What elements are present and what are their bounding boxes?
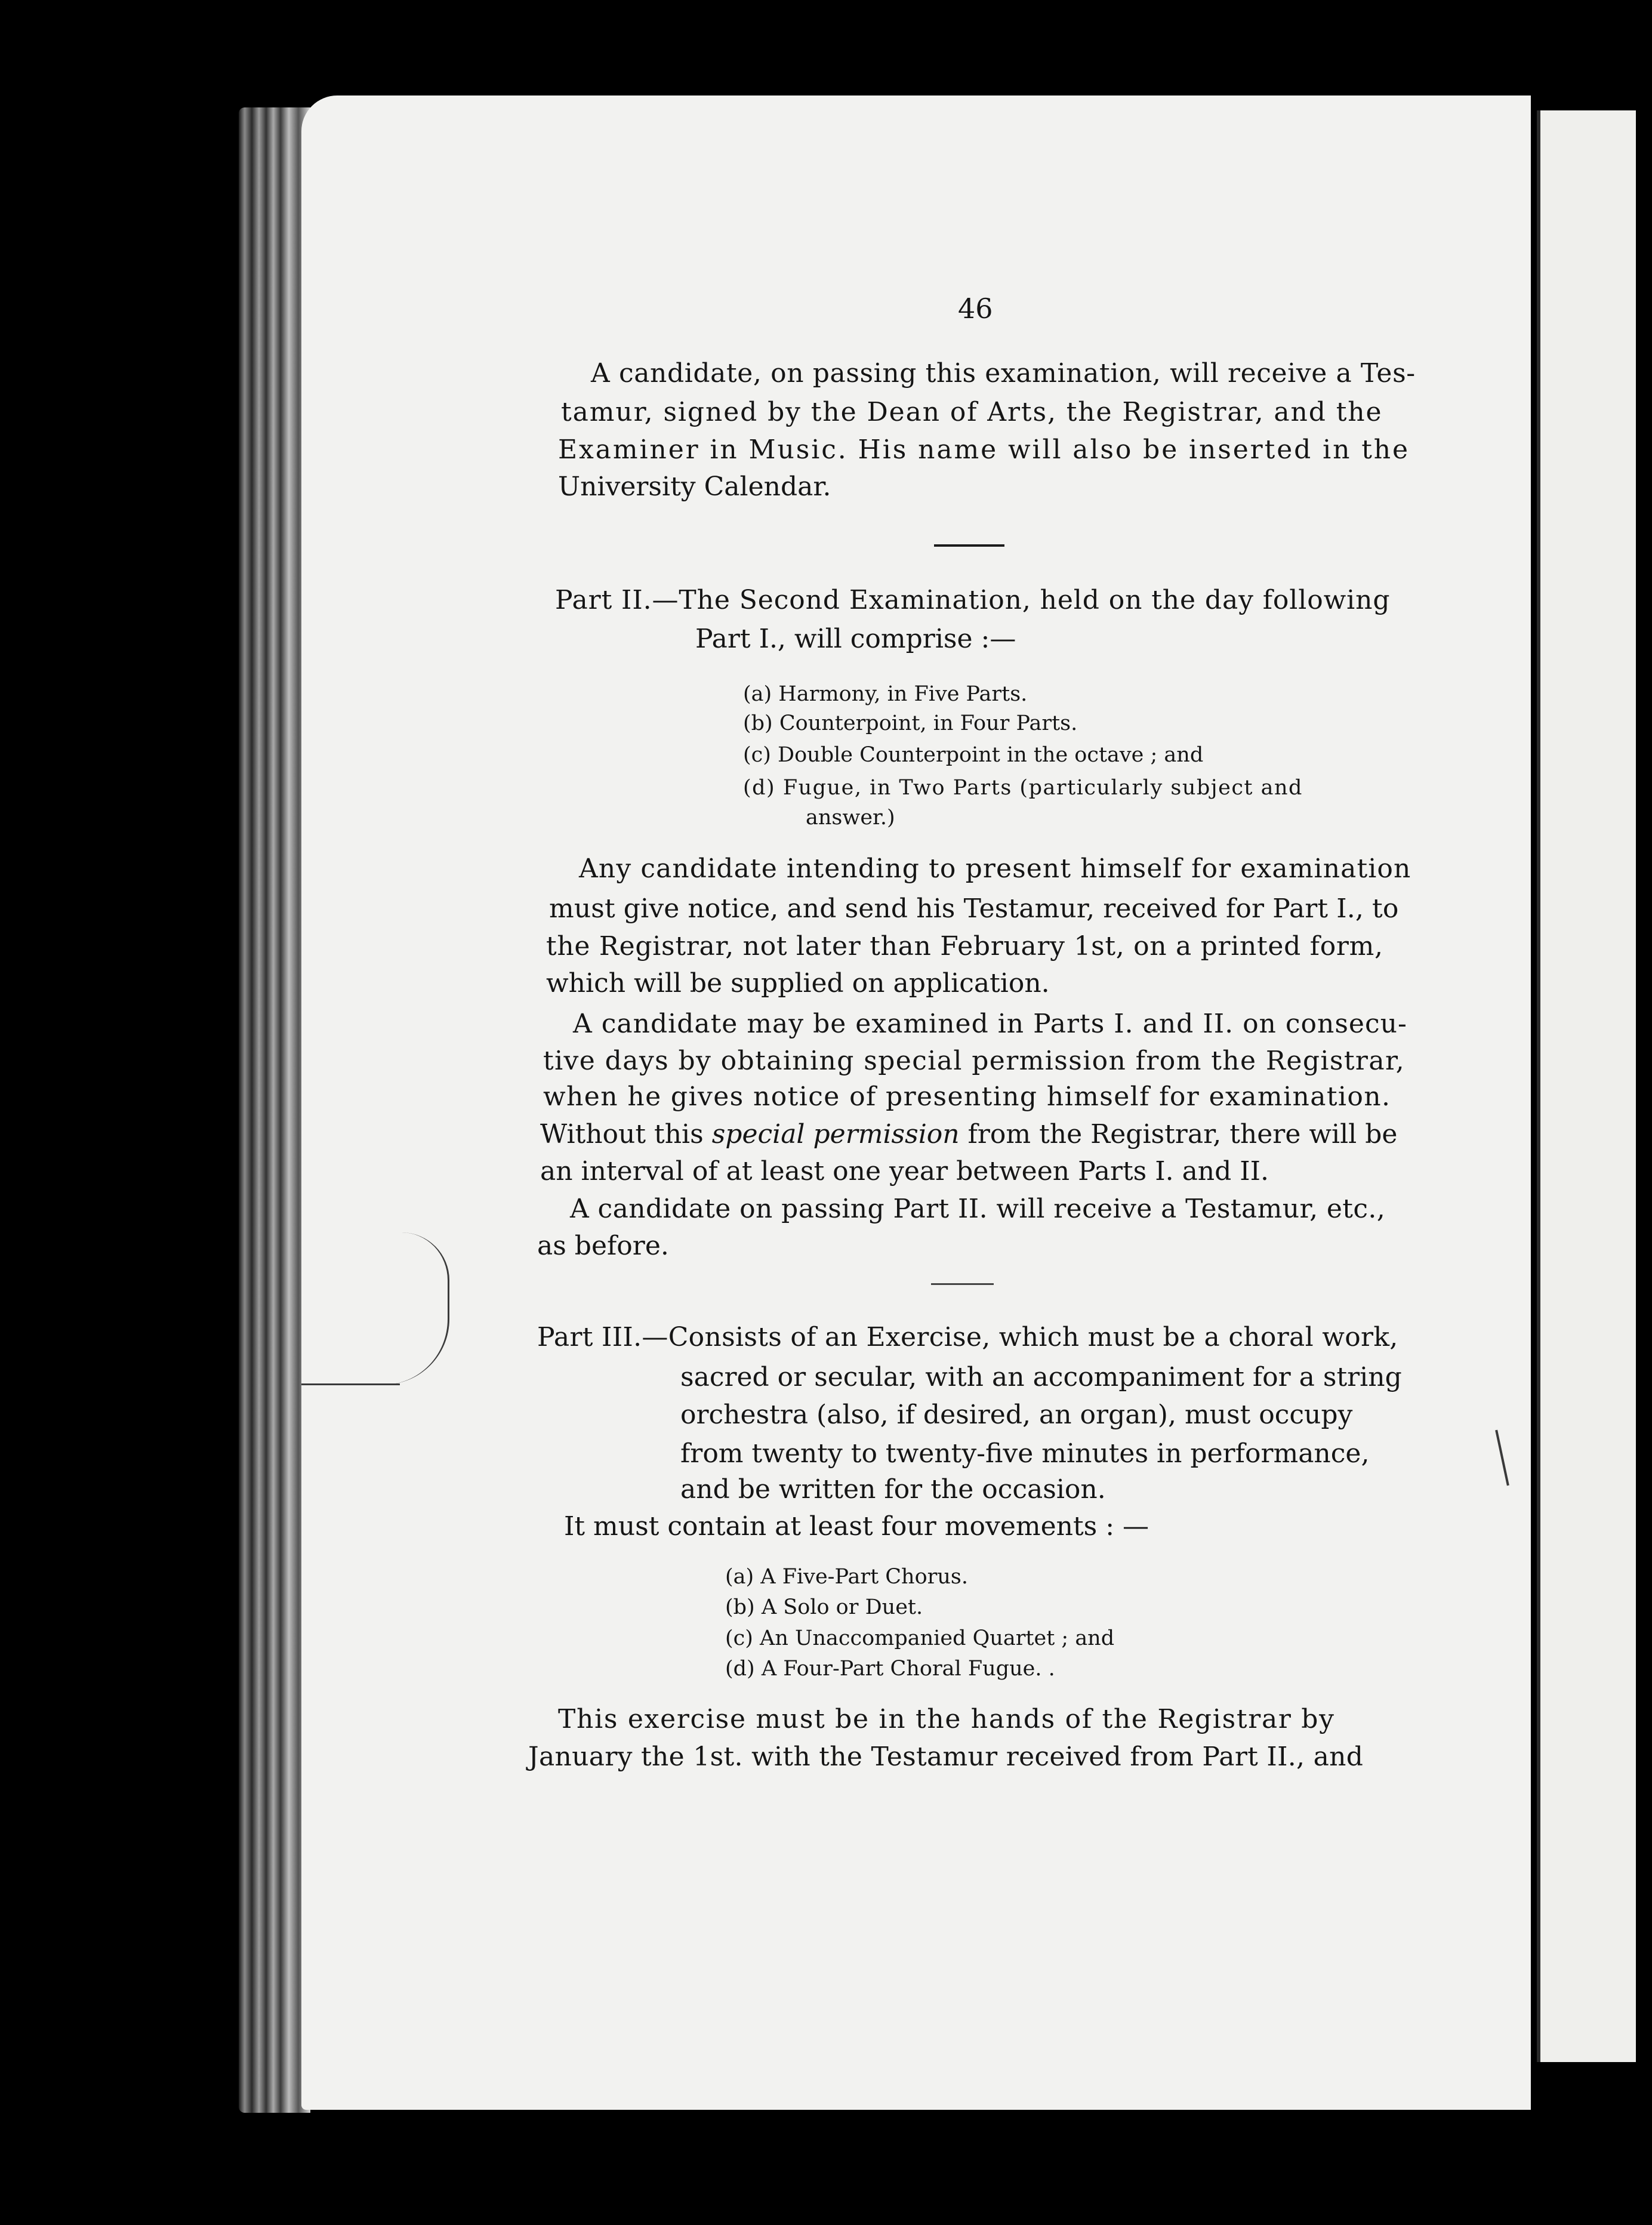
- page-number: 46: [958, 292, 993, 325]
- part2-list-item: (d) Fugue, in Two Parts (particularly subject and: [743, 776, 1303, 800]
- consecutive-line: [540, 1119, 1397, 1150]
- part3-heading-line: Part III.—Consists of an Exercise, which must be a choral work,: [537, 1322, 1398, 1352]
- pencil-stroke-mark: [301, 1383, 400, 1385]
- testamur-line: as before.: [537, 1231, 669, 1261]
- consecutive-line: tive days by obtaining special permission from the Registrar,: [543, 1046, 1405, 1076]
- consecutive-text: from the Registrar, there will be: [959, 1119, 1398, 1150]
- facing-page-edge: [1537, 110, 1636, 2062]
- part3-heading-line: from twenty to twenty-five minutes in performance,: [680, 1438, 1370, 1469]
- consecutive-line: A candidate may be examined in Parts I. and II. on consecu-: [573, 1009, 1407, 1039]
- consecutive-line: an interval of at least one year between Parts I. and II.: [540, 1156, 1269, 1187]
- section-divider: [934, 544, 1004, 547]
- part3-heading-line: orchestra (also, if desired, an organ), must occupy: [680, 1400, 1353, 1430]
- book-page-edges: [239, 107, 310, 2113]
- consecutive-text: Without this: [540, 1119, 712, 1150]
- section-divider: [931, 1283, 994, 1285]
- part3-heading-line: sacred or secular, with an accompaniment for a string: [680, 1362, 1402, 1392]
- closing-line: This exercise must be in the hands of the Registrar by: [558, 1704, 1335, 1734]
- part3-list-item: (c) An Unaccompanied Quartet ; and: [725, 1626, 1115, 1650]
- notice-line: must give notice, and send his Testamur, received for Part I., to: [549, 893, 1399, 924]
- special-permission-italic: special permission: [711, 1119, 960, 1150]
- testamur-line: A candidate on passing Part II. will receive a Testamur, etc.,: [570, 1194, 1386, 1224]
- part2-list-item: (c) Double Counterpoint in the octave ; and: [743, 743, 1204, 767]
- part2-list-item: (b) Counterpoint, in Four Parts.: [743, 711, 1078, 735]
- part2-heading-line: Part II.—The Second Examination, held on the day following: [555, 585, 1391, 615]
- consecutive-line: when he gives notice of presenting himself for examination.: [543, 1081, 1391, 1112]
- notice-line: the Registrar, not later than February 1st, on a printed form,: [546, 931, 1383, 962]
- para1-line: Examiner in Music. His name will also be inserted in the: [558, 434, 1410, 465]
- part3-intro: It must contain at least four movements : —: [564, 1511, 1149, 1542]
- part3-list-item: (b) A Solo or Duet.: [725, 1595, 923, 1619]
- part2-list-item: answer.): [806, 806, 895, 830]
- part2-list-item: (a) Harmony, in Five Parts.: [743, 682, 1028, 706]
- para1-line: University Calendar.: [558, 471, 831, 502]
- closing-line: January the 1st. with the Testamur received from Part II., and: [528, 1742, 1364, 1772]
- part3-heading-line: and be written for the occasion.: [680, 1474, 1106, 1505]
- notice-line: which will be supplied on application.: [546, 968, 1050, 999]
- para1-line: tamur, signed by the Dean of Arts, the Registrar, and the: [561, 397, 1383, 427]
- part3-list-item: (a) A Five-Part Chorus.: [725, 1565, 969, 1589]
- para1-line: A candidate, on passing this examination, will receive a Tes-: [591, 358, 1416, 389]
- notice-line: Any candidate intending to present himself for examination: [579, 853, 1411, 884]
- part3-list-item: (d) A Four-Part Choral Fugue. .: [725, 1657, 1055, 1681]
- part2-heading-line: Part I., will comprise :—: [695, 624, 1016, 654]
